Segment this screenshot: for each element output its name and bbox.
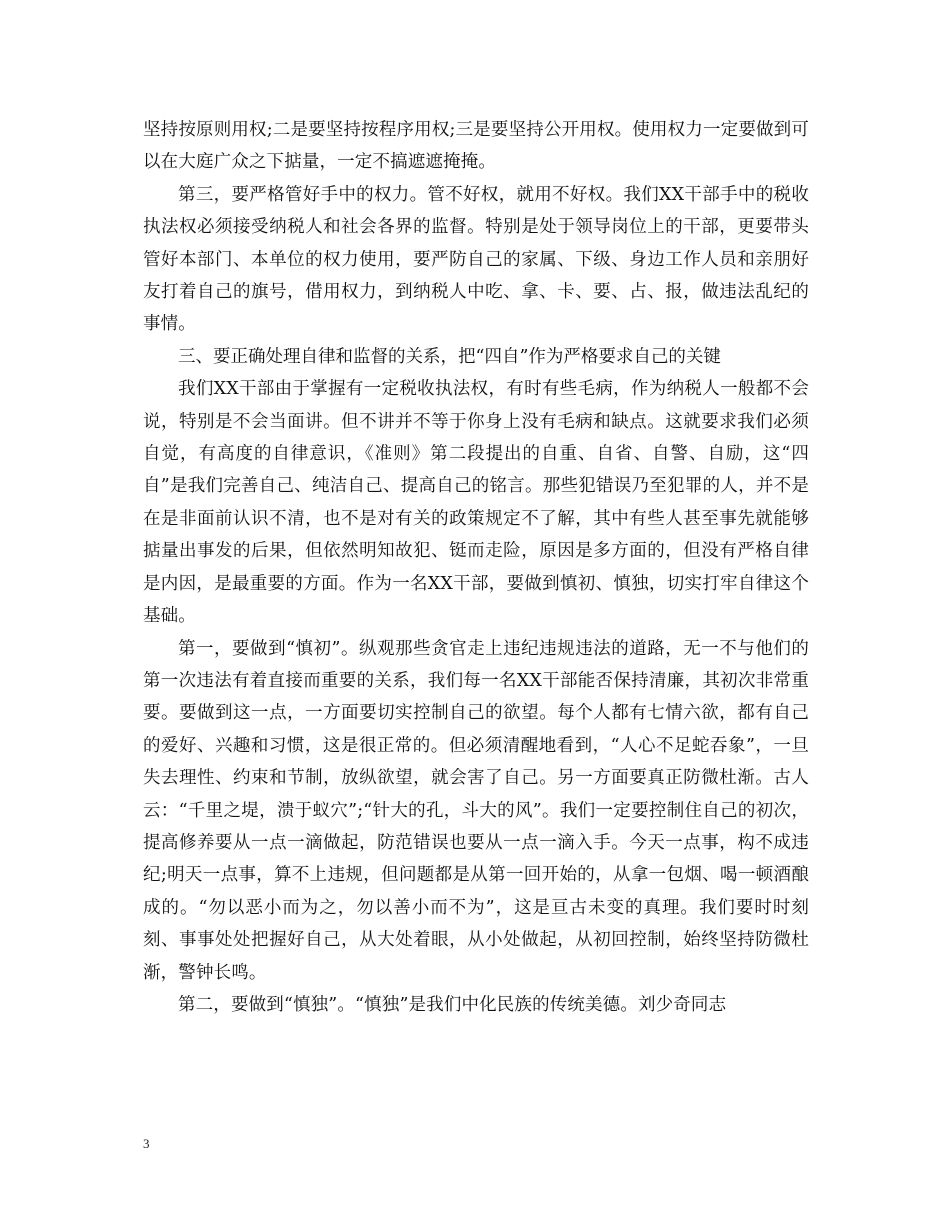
paragraph-cautious-beginning: 第一，要做到“慎初”。纵观那些贪官走上违纪违规违法的道路，无一不与他们的第一次违法有着直接而重要的关系，我们每一名XX干部能否保持清廉，其初次非常重要。要做到这一点，一方面要切实控制自己的欲望。每个人都有七情六欲，都有自己的爱好、兴趣和习惯，这是很正常的。但必须清醒地看到，“人心不足蛇吞象”，一旦失去理性、约束和节制，放纵欲望，就会害了自己。另一方面要真正防微杜渐。古人云：“千里之堤，溃于蚁穴”;“针大的孔，斗大的风”。我们一定要控制住自己的初次，提高修养要从一点一滴做起，防范错误也要从一点一滴入手。今天一点事，构不成违纪;明天一点事，算不上违规，但问题都是从第一回开始的，从拿一包烟、喝一顿酒酿成的。“勿以恶小而为之，勿以善小而不为”，这是亘古未变的真理。我们要时时刻刻、事事处处把握好自己，从大处着眼，从小处做起，从初回控制，始终坚持防微杜渐，警钟长鸣。 [143,638,809,983]
paragraph-third-point: 第三，要严格管好手中的权力。管不好权，就用不好权。我们XX干部手中的税收执法权必须接受纳税人和社会各界的监督。特别是处于领导岗位上的干部，更要带头管好本部门、本单位的权力使用，要严防自己的家属、下级、身边工作人员和亲朋好友打着自己的旗号，借用权力，到纳税人中吃、拿、卡、要、占、报，做违法乱纪的事情。 [143,184,809,335]
paragraph-cautious-alone: 第二，要做到“慎独”。“慎独”是我们中化民族的传统美德。刘少奇同志 [178,994,727,1015]
document-body [143,114,809,1021]
section-heading-three: 三、要正确处理自律和监督的关系，把“四自”作为严格要求自己的关键 [178,346,721,367]
paragraph-continuation: 坚持按原则用权;二是要坚持按程序用权;三是要坚持公开用权。使用权力一定要做到可以在大庭广众之下掂量，一定不搞遮遮掩掩。 [143,120,809,173]
paragraph-self-discipline: 我们XX干部由于掌握有一定税收执法权，有时有些毛病，作为纳税人一般都不会说，特别是不会当面讲。但不讲并不等于你身上没有毛病和缺点。这就要求我们必须自觉，有高度的自律意识，《准则》第二段提出的自重、自省、自警、自励，这“四自”是我们完善自己、纯洁自己、提高自己的铭言。那些犯错误乃至犯罪的人，并不是在是非面前认识不清，也不是对有关的政策规定不了解，其中有些人甚至事先就能够掂量出事发的后果，但依然明知故犯、铤而走险，原因是多方面的，但没有严格自律是内因，是最重要的方面。作为一名XX干部，要做到慎初、慎独，切实打牢自律这个基础。 [143,379,809,627]
page-number: 3 [143,1136,150,1151]
